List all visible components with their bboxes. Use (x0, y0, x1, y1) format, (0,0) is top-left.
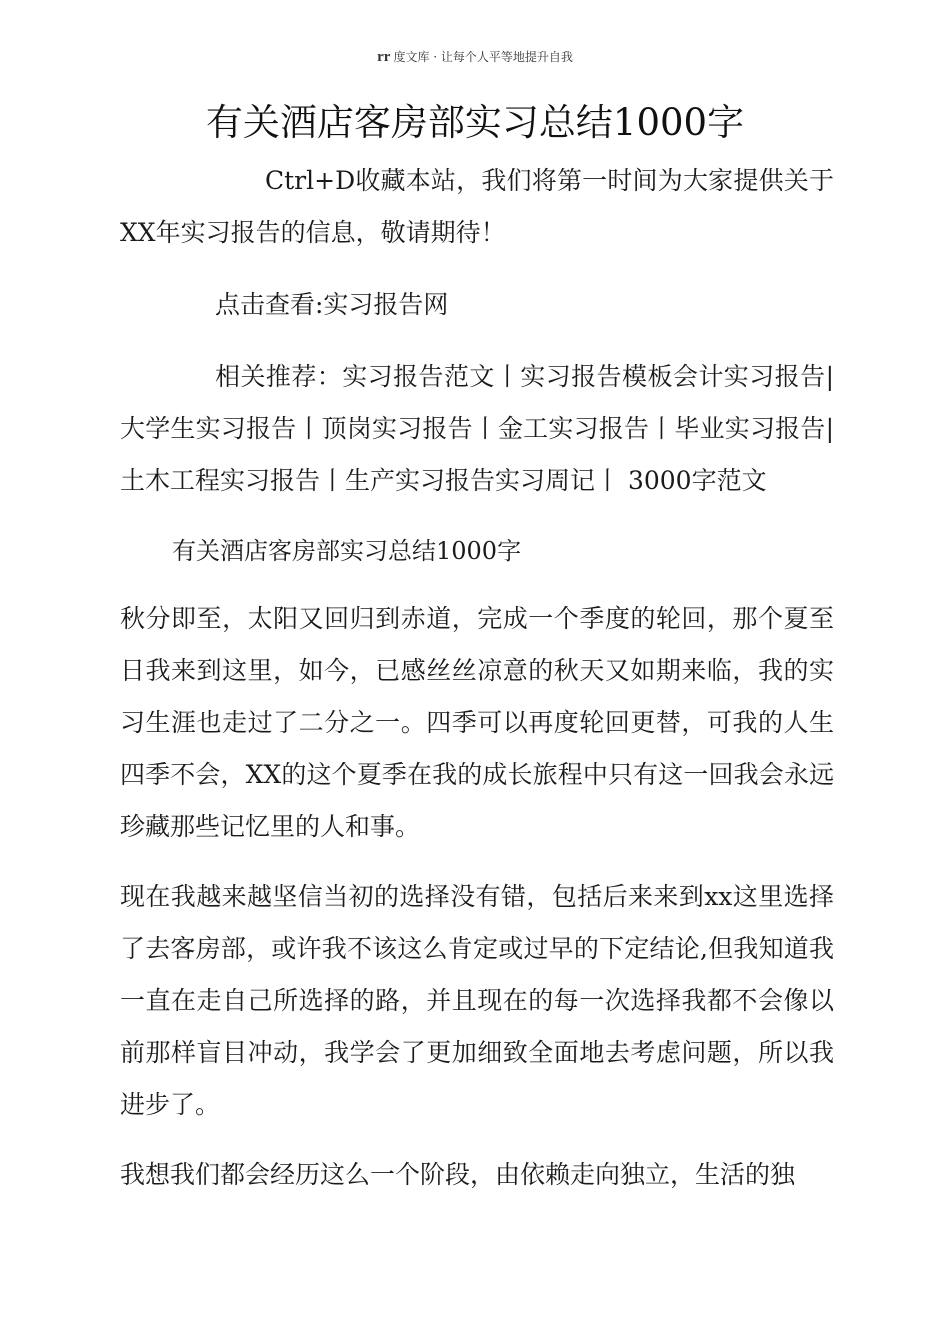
section-subtitle: 有关酒店客房部实习总结1000字 (172, 537, 522, 565)
document-body (120, 155, 834, 1201)
body-paragraph: 秋分即至，太阳又回归到赤道，完成一个季度的轮回，那个夏至日我来到这里，如今，已感丝丝凉意的秋天又如期来临，我的实习生涯也走过了二分之一。四季可以再度轮回更替，可我的人生四季不会，XX的这个夏季在我的成长旅程中只有这一回我会永远珍藏那些记忆里的人和事。 (120, 604, 834, 841)
header-tagline: 度文库 · 让每个人平等地提升自我 (393, 50, 573, 64)
document-title: 有关酒店客房部实习总结1000字 (205, 101, 745, 144)
view-link-line[interactable]: 点击查看:实习报告网 (215, 290, 449, 319)
baidu-wenku-logo: rr (377, 49, 391, 65)
page-header (0, 48, 950, 66)
body-paragraph: 我想我们都会经历这么一个阶段，由依赖走向独立，生活的独 (120, 1160, 796, 1189)
related-recommendations[interactable]: 相关推荐：实习报告范文丨实习报告模板会计实习报告|大学生实习报告丨顶岗实习报告丨金工实习报告丨毕业实习报告|土木工程实习报告丨生产实习报告实习周记丨 3000字范文 (120, 362, 834, 495)
intro-paragraph: Ctrl+D收藏本站，我们将第一时间为大家提供关于XX年实习报告的信息，敬请期待！ (120, 166, 834, 247)
body-paragraph: 现在我越来越坚信当初的选择没有错，包括后来来到xx这里选择了去客房部，或许我不该这么肯定或过早的下定结论,但我知道我一直在走自己所选择的路，并且现在的每一次选择我都不会像以前那样盲目冲动，我学会了更加细致全面地去考虑问题，所以我进步了。 (120, 882, 834, 1119)
